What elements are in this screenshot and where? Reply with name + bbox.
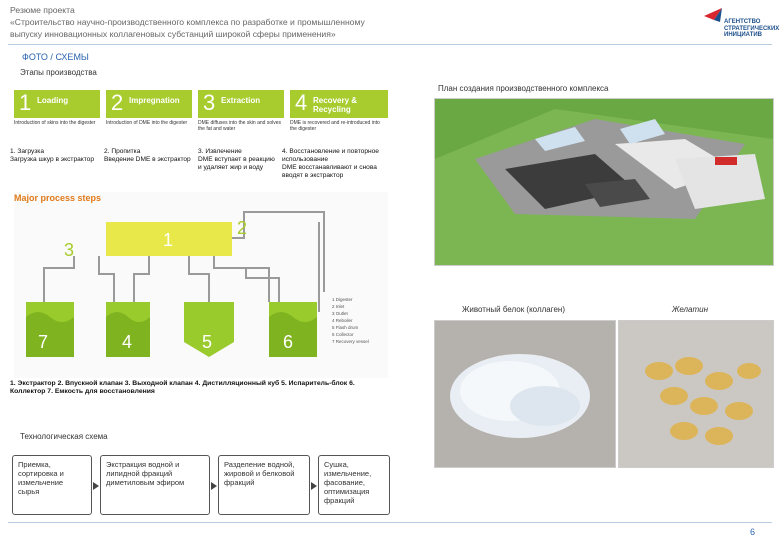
collagen-photo-graphic [435, 321, 615, 467]
collagen-photo [434, 320, 616, 468]
header-line-2: «Строительство научно-производственного комплекса по разработке и промышленному [10, 17, 365, 27]
flow-step-3: Разделение водной, жировой и белковой фракций [218, 455, 310, 515]
ru-step-1: 1. Загрузка Загрузка шкур в экстрактор [10, 148, 95, 163]
step-number: 3 [203, 90, 216, 115]
header-line-3: выпуску инновационных коллагеновых субстанций широкой сферы применения» [10, 29, 336, 39]
plan-rendering-image [434, 98, 774, 266]
step-desc-2: Introduction of DME into the digester [106, 120, 188, 126]
step-label: Impregnation [129, 96, 180, 105]
logo-text [724, 19, 779, 39]
step-label: Extraction [221, 96, 261, 105]
step-number: 2 [111, 90, 124, 115]
major-process-title: Major process steps [14, 193, 102, 203]
logo-line-3: ИНИЦИАТИВ [724, 32, 762, 38]
flow-arrow-icon [211, 482, 217, 490]
diagram-legend-ru: 1. Экстрактор 2. Впускной клапан 3. Выходной клапан 4. Дистилляционный куб 5. Испаритель-блок 6. Коллектор 7. Емкость для восстановления [10, 380, 355, 396]
legend-item: 7 Recovery vessel [332, 339, 369, 344]
flow-arrow-icon [93, 482, 99, 490]
protein-caption: Животный белок (коллаген) [462, 305, 566, 314]
page-number: 6 [750, 527, 756, 537]
step-2 [106, 90, 192, 118]
header-line-1: Резюме проекта [10, 5, 75, 15]
ru-step-3: 3. Извлечение DME вступает в реакцию и удаляет жир и воду [198, 148, 275, 171]
header-divider [8, 44, 772, 45]
step-desc-1: Introduction of skins into the digester [14, 120, 96, 126]
footer-divider [8, 522, 772, 523]
step-number: 4 [295, 90, 308, 115]
gelatin-photo [618, 320, 774, 468]
flow-step-2: Экстракция водной и липидной фракций диметиловым эфиром [100, 455, 210, 515]
ru-step-2: 2. Пропитка Введение DME в экстрактор [104, 148, 191, 163]
legend-item: 6 Collector [332, 332, 354, 337]
diagram-legend [332, 296, 369, 345]
stages-caption: Этапы производства [20, 68, 97, 77]
step-desc-4: DME is recovered and re-introduced into the digester [290, 120, 380, 132]
step-1 [14, 90, 100, 118]
diagram-label-1: 1 [163, 230, 174, 250]
legend-item: 5 Flash drum [332, 325, 359, 330]
ru-step-4: 4. Восстановление и повторное использование DME восстанавливают и снова вводят в экстрактор [282, 148, 379, 179]
diagram-label-3: 3 [64, 240, 75, 260]
gelatin-caption: Желатин [672, 305, 708, 314]
flow-step-4: Сушка, измельчение, фасование, оптимизация фракций [318, 455, 390, 515]
diagram-label-2: 2 [237, 218, 248, 238]
diagram-label-5: 5 [202, 332, 213, 352]
step-3 [198, 90, 284, 118]
plan-caption: План создания производственного комплекса [438, 84, 609, 93]
plan-rendering-graphic [435, 99, 773, 265]
legend-item: 1 Digester [332, 297, 353, 302]
logo-line-2: СТРАТЕГИЧЕСКИХ [724, 25, 780, 32]
process-diagram [14, 192, 388, 378]
flow-arrow-icon [311, 482, 317, 490]
process-steps-strip [14, 90, 388, 118]
flow-step-1: Приемка, сортировка и измельчение сырья [12, 455, 92, 515]
logo-line-1: АГЕНТСТВО [724, 19, 761, 25]
legend-item: 3 Outlet [332, 311, 348, 316]
diagram-label-4: 4 [122, 332, 133, 352]
header-text [10, 4, 650, 40]
step-4 [290, 90, 388, 118]
step-label: Loading [37, 96, 69, 105]
step-label: Recovery & Recycling [313, 96, 358, 114]
section-title: ФОТО / СХЕМЫ [22, 52, 89, 62]
tech-scheme-caption: Технологическая схема [20, 432, 108, 441]
diagram-label-6: 6 [283, 332, 294, 352]
asi-logo [700, 2, 780, 42]
process-diagram-graphic [14, 192, 388, 378]
legend-item: 2 Inlet [332, 304, 345, 309]
step-desc-3: DME diffuses into the skin and solves the fat and water [198, 120, 282, 132]
diagram-label-7: 7 [38, 332, 49, 352]
step-number: 1 [19, 90, 32, 115]
gelatin-photo-graphic [619, 321, 773, 467]
legend-item: 4 Reboiler [332, 318, 353, 323]
